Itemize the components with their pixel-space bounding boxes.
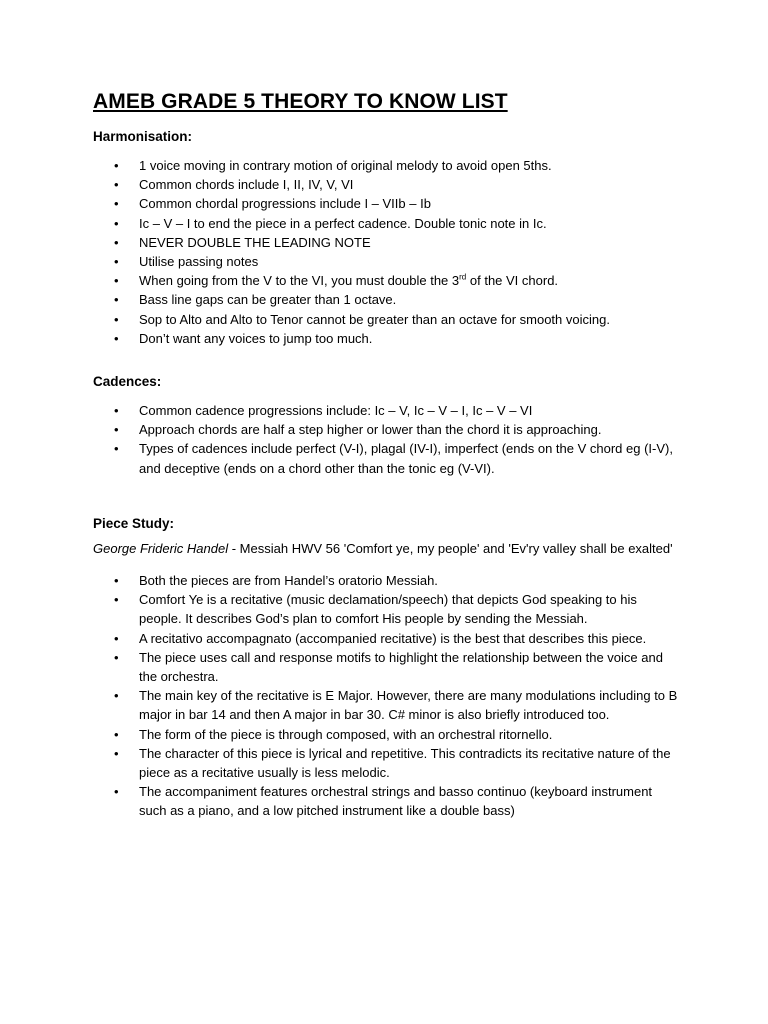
document-title: AMEB GRADE 5 THEORY TO KNOW LIST bbox=[93, 90, 508, 113]
list-item: • The main key of the recitative is E Major. However, there are many modulations including to B major in bar 14 and then A major in bar 30. C# minor is also briefly introduced too. bbox=[114, 688, 678, 723]
bullet-icon: • bbox=[114, 688, 119, 704]
cadences-list bbox=[93, 401, 683, 478]
list-item: • When going from the V to the VI, you must double the 3rd of the VI chord. bbox=[93, 271, 683, 290]
bullet-icon: • bbox=[114, 215, 119, 231]
bullet-icon: • bbox=[114, 630, 119, 646]
bullet-icon: • bbox=[114, 292, 119, 308]
list-item: • The piece uses call and response motifs to highlight the relationship between the voice and the orchestra. bbox=[114, 649, 663, 685]
list-item: • Both the pieces are from Handel’s oratorio Messiah. bbox=[93, 571, 683, 590]
harmonisation-heading: Harmonisation: bbox=[93, 129, 193, 144]
bullet-icon: • bbox=[114, 441, 119, 457]
list-item: • A recitativo accompagnato (accompanied recitative) is the best that describes this piece. bbox=[93, 629, 683, 648]
list-item: • Common cadence progressions include: Ic – V, Ic – V – I, Ic – V – VI bbox=[93, 401, 683, 420]
bullet-icon: • bbox=[114, 649, 119, 665]
bullet-icon: • bbox=[114, 330, 119, 346]
work-title: - Messiah HWV 56 'Comfort ye, my people' and 'Ev'ry valley shall be exalted' bbox=[228, 540, 673, 556]
bullet-icon: • bbox=[114, 745, 119, 761]
bullet-icon: • bbox=[114, 422, 119, 438]
bullet-icon: • bbox=[114, 273, 119, 289]
bullet-icon: • bbox=[114, 254, 119, 270]
bullet-icon: • bbox=[114, 403, 119, 419]
list-item: • Sop to Alto and Alto to Tenor cannot be greater than an octave for smooth voicing. bbox=[93, 310, 683, 329]
list-item: • 1 voice moving in contrary motion of original melody to avoid open 5ths. bbox=[93, 156, 683, 175]
list-item: • NEVER DOUBLE THE LEADING NOTE bbox=[93, 233, 683, 252]
bullet-icon: • bbox=[114, 573, 119, 589]
bullet-icon: • bbox=[114, 311, 119, 327]
list-item: • Bass line gaps can be greater than 1 octave. bbox=[93, 290, 683, 309]
list-item: • Utilise passing notes bbox=[93, 252, 683, 271]
bullet-icon: • bbox=[114, 726, 119, 742]
piece-study-intro bbox=[93, 539, 683, 558]
list-item: • Approach chords are half a step higher or lower than the chord it is approaching. bbox=[93, 420, 683, 439]
list-item: • The character of this piece is lyrical and repetitive. This contradicts its recitative nature of the piece as a recitative usually is less melodic. bbox=[114, 745, 671, 781]
piece-study-heading: Piece Study: bbox=[93, 515, 175, 531]
bullet-icon: • bbox=[114, 158, 119, 173]
bullet-icon: • bbox=[114, 784, 119, 800]
list-item: • Common chords include I, II, IV, V, VI bbox=[93, 175, 683, 194]
list-item: • Common chordal progressions include I – VIIb – Ib bbox=[93, 194, 683, 213]
list-item: • Don’t want any voices to jump too much. bbox=[93, 329, 683, 348]
bullet-icon: • bbox=[114, 592, 119, 608]
bullet-icon: • bbox=[114, 177, 119, 193]
list-item: • The accompaniment features orchestral strings and basso continuo (keyboard instrument such as a piano, and a low pitched instrument like a double bass) bbox=[114, 784, 653, 819]
cadences-heading: Cadences: bbox=[93, 374, 162, 390]
bullet-icon: • bbox=[114, 234, 119, 250]
harmonisation-list bbox=[93, 156, 683, 348]
list-item: • Ic – V – I to end the piece in a perfect cadence. Double tonic note in Ic. bbox=[93, 214, 683, 233]
document-content bbox=[93, 88, 683, 821]
list-item: • The form of the piece is through composed, with an orchestral ritornello. bbox=[93, 725, 683, 744]
piece-study-list bbox=[93, 571, 683, 821]
bullet-icon: • bbox=[114, 196, 119, 212]
composer-name: George Frideric Handel bbox=[93, 540, 229, 556]
list-item: • Comfort Ye is a recitative (music declamation/speech) that depicts God speaking to his people. It describes God’s plan to comfort His people by sending the Messiah. bbox=[114, 592, 637, 627]
list-item: • Types of cadences include perfect (V-I), plagal (IV-I), imperfect (ends on the V chord eg (I-V), and deceptive (ends on a chord other than the tonic eg (V-VI). bbox=[114, 441, 673, 476]
